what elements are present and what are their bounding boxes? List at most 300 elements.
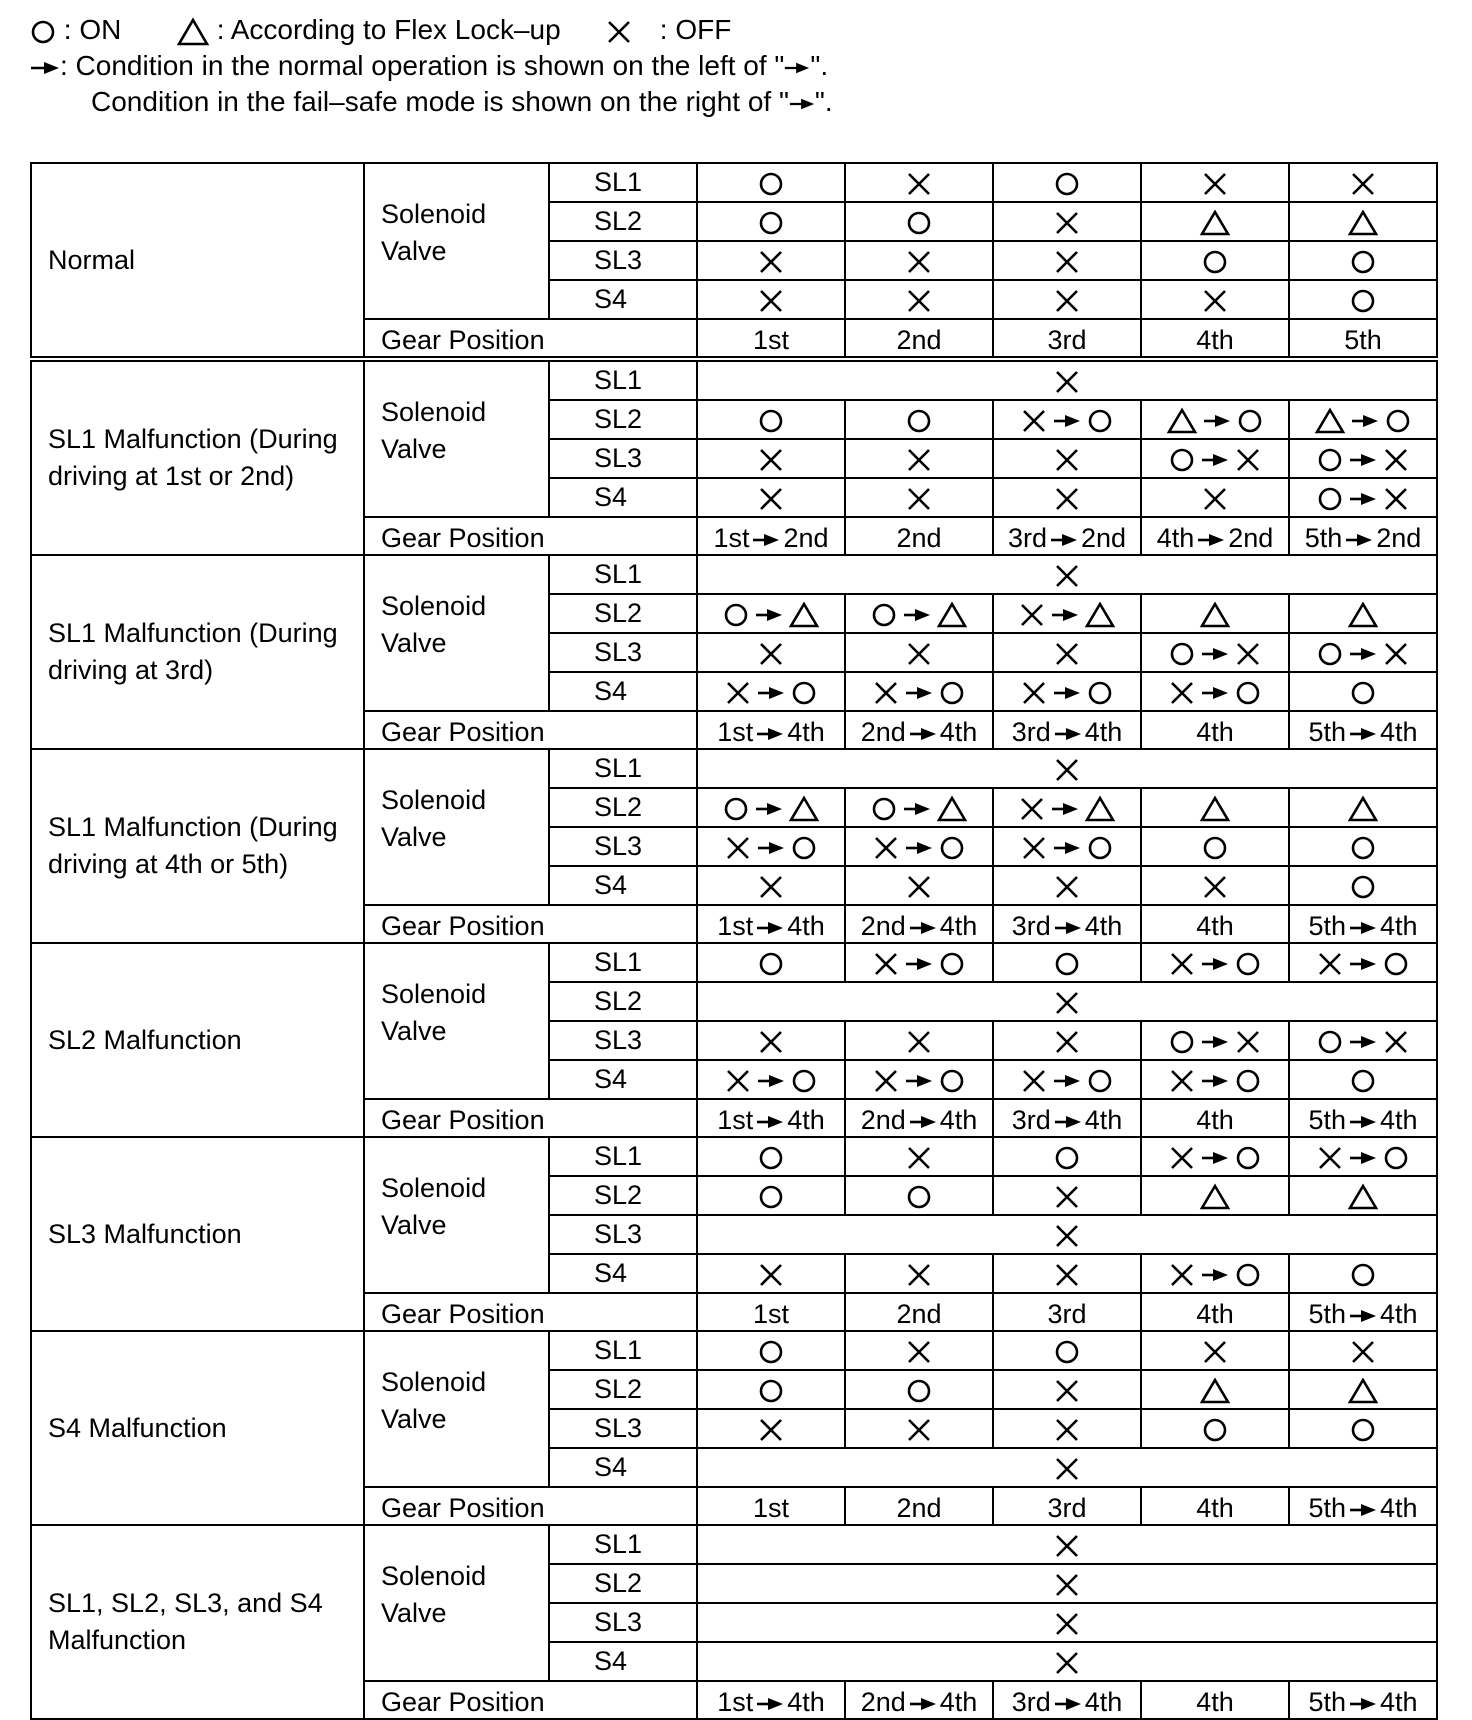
cross-icon	[1019, 796, 1045, 822]
arrow-right-icon	[1351, 414, 1379, 428]
condition-label: SL1 Malfunction (During driving at 4th or 5th)	[31, 749, 364, 943]
solenoid-state-cell	[845, 478, 993, 517]
cross-icon	[1054, 447, 1080, 473]
gear-position-label: Gear Position	[364, 1681, 697, 1719]
circle-icon	[758, 1378, 784, 1404]
solenoid-valve-table	[30, 162, 1438, 1720]
cross-icon	[1169, 680, 1195, 706]
solenoid-state-cell	[1141, 400, 1289, 439]
triangle-icon	[1200, 1378, 1230, 1404]
solenoid-state-cell	[845, 1254, 993, 1293]
solenoid-name: SL2	[549, 982, 697, 1021]
arrow-right-icon	[1053, 686, 1081, 700]
gear-value: 3rd	[1007, 523, 1047, 553]
gear-position-cell	[697, 1681, 845, 1719]
solenoid-name: SL3	[549, 1215, 697, 1254]
solenoid-name: S4	[549, 1060, 697, 1099]
solenoid-name: SL1	[549, 555, 697, 594]
solenoid-state-cell	[697, 163, 845, 202]
gear-value: 4th	[939, 911, 978, 941]
arrow-right-icon	[1053, 841, 1081, 855]
solenoid-state-cell	[1289, 1137, 1437, 1176]
gear-value: 1st	[752, 1493, 790, 1523]
condition-label: SL3 Malfunction	[31, 1137, 364, 1331]
solenoid-name: SL2	[549, 1370, 697, 1409]
triangle-icon	[1085, 796, 1115, 822]
cross-icon	[1054, 1378, 1080, 1404]
gear-value: 4th	[1084, 1105, 1123, 1135]
solenoid-name: SL1	[549, 943, 697, 982]
gear-value: 1st	[717, 1687, 754, 1717]
arrow-right-icon	[1203, 414, 1231, 428]
circle-icon	[939, 951, 965, 977]
gear-value: 4th	[787, 1687, 825, 1717]
solenoid-state-cell	[993, 439, 1141, 478]
solenoid-state-cell	[1141, 241, 1289, 280]
solenoid-valve-label: Solenoid Valve	[364, 943, 549, 1099]
gear-position-cell	[1141, 1681, 1289, 1719]
solenoid-row	[31, 1525, 1437, 1564]
cross-icon	[758, 486, 784, 512]
solenoid-state-cell	[845, 594, 993, 633]
solenoid-row	[31, 1137, 1437, 1176]
solenoid-valve-label: Solenoid Valve	[364, 1331, 549, 1487]
circle-icon	[906, 1378, 932, 1404]
gear-value: 2nd	[1376, 523, 1422, 553]
gear-value: 4th	[1380, 1299, 1418, 1329]
cross-icon	[1054, 874, 1080, 900]
cross-icon	[1350, 1339, 1376, 1365]
solenoid-valve-label: Solenoid Valve	[364, 1525, 549, 1681]
circle-icon	[30, 12, 56, 48]
gear-value: 4th	[1156, 523, 1195, 553]
solenoid-state-cell	[993, 1331, 1141, 1370]
solenoid-state-cell	[697, 241, 845, 280]
cross-icon	[1021, 680, 1047, 706]
solenoid-state-cell	[697, 1021, 845, 1060]
circle-icon	[758, 951, 784, 977]
solenoid-state-cell	[845, 163, 993, 202]
solenoid-state-cell	[1141, 633, 1289, 672]
solenoid-name: SL2	[549, 594, 697, 633]
gear-position-cell	[1289, 1293, 1437, 1331]
gear-position-cell	[1141, 711, 1289, 749]
circle-icon	[1169, 1029, 1195, 1055]
condition-label: SL1, SL2, SL3, and S4 Malfunction	[31, 1525, 364, 1719]
solenoid-state-cell	[697, 555, 1437, 594]
solenoid-state-cell	[1141, 866, 1289, 905]
solenoid-state-cell	[845, 1137, 993, 1176]
gear-value: 1st	[713, 523, 750, 553]
arrow-right-icon	[1054, 921, 1082, 935]
cross-icon	[725, 680, 751, 706]
arrow-right-icon	[755, 608, 783, 622]
cross-icon	[1202, 486, 1228, 512]
cross-icon	[1054, 1572, 1080, 1598]
solenoid-state-cell	[993, 478, 1141, 517]
circle-icon	[791, 835, 817, 861]
gear-position-cell	[1141, 1293, 1289, 1331]
solenoid-valve-label: Solenoid Valve	[364, 359, 549, 517]
gear-position-label: Gear Position	[364, 517, 697, 555]
gear-value: 4th	[939, 1105, 978, 1135]
cross-icon	[1054, 1533, 1080, 1559]
arrow-right-icon	[1051, 608, 1079, 622]
solenoid-name: SL1	[549, 749, 697, 788]
cross-icon	[906, 447, 932, 473]
cross-icon	[1235, 641, 1261, 667]
arrow-right-icon	[905, 686, 933, 700]
arrow-right-icon	[909, 921, 937, 935]
solenoid-valve-label: Solenoid Valve	[364, 1137, 549, 1293]
gear-value: 4th	[1196, 1299, 1234, 1329]
solenoid-state-cell	[697, 1370, 845, 1409]
solenoid-state-cell	[1289, 1370, 1437, 1409]
solenoid-name: S4	[549, 1254, 697, 1293]
solenoid-name: SL1	[549, 163, 697, 202]
cross-icon	[1054, 1611, 1080, 1637]
solenoid-row	[31, 1331, 1437, 1370]
gear-value: 5th	[1308, 1105, 1346, 1135]
cross-icon	[1235, 447, 1261, 473]
triangle-icon	[937, 602, 967, 628]
gear-position-cell	[845, 319, 993, 359]
solenoid-state-cell	[845, 943, 993, 982]
circle-icon	[1317, 486, 1343, 512]
arrow-right-icon	[1054, 1115, 1082, 1129]
triangle-icon	[1315, 408, 1345, 434]
circle-icon	[1202, 1417, 1228, 1443]
circle-icon	[1350, 1068, 1376, 1094]
triangle-icon	[1348, 210, 1378, 236]
gear-position-cell	[845, 517, 993, 555]
gear-position-cell	[1289, 1099, 1437, 1137]
solenoid-state-cell	[697, 1176, 845, 1215]
solenoid-state-cell	[697, 400, 845, 439]
solenoid-name: SL3	[549, 1603, 697, 1642]
cross-icon	[906, 1262, 932, 1288]
circle-icon	[1350, 874, 1376, 900]
solenoid-name: SL3	[549, 827, 697, 866]
legend-symbols	[30, 12, 833, 48]
arrow-right-icon	[909, 1697, 937, 1711]
solenoid-state-cell	[1141, 1409, 1289, 1448]
gear-position-cell	[697, 711, 845, 749]
cross-icon	[1383, 447, 1409, 473]
gear-value: 4th	[1380, 717, 1418, 747]
circle-icon	[1350, 1417, 1376, 1443]
arrow-right-icon	[789, 84, 815, 120]
solenoid-state-cell	[697, 982, 1437, 1021]
solenoid-state-cell	[1141, 280, 1289, 319]
arrow-right-icon	[1054, 727, 1082, 741]
gear-value: 2nd	[896, 1493, 942, 1523]
solenoid-state-cell	[1289, 1254, 1437, 1293]
solenoid-state-cell	[993, 1021, 1141, 1060]
cross-icon	[1169, 1145, 1195, 1171]
arrow-right-icon	[757, 1074, 785, 1088]
arrow-right-icon	[909, 727, 937, 741]
triangle-icon	[1200, 602, 1230, 628]
solenoid-state-cell	[993, 1176, 1141, 1215]
solenoid-state-cell	[1141, 943, 1289, 982]
cross-icon	[906, 641, 932, 667]
triangle-icon	[1348, 1378, 1378, 1404]
gear-position-cell	[697, 319, 845, 359]
solenoid-state-cell	[1289, 672, 1437, 711]
cross-icon	[758, 641, 784, 667]
solenoid-name: S4	[549, 478, 697, 517]
gear-position-cell	[993, 1681, 1141, 1719]
cross-icon	[906, 1417, 932, 1443]
solenoid-name: SL2	[549, 1176, 697, 1215]
solenoid-name: S4	[549, 672, 697, 711]
solenoid-row	[31, 749, 1437, 788]
solenoid-state-cell	[1141, 202, 1289, 241]
solenoid-state-cell	[993, 788, 1141, 827]
gear-value: 4th	[1196, 1105, 1234, 1135]
solenoid-state-cell	[697, 478, 845, 517]
cross-icon	[1021, 1068, 1047, 1094]
gear-value: 5th	[1308, 717, 1346, 747]
solenoid-state-cell	[845, 788, 993, 827]
gear-value: 4th	[939, 1687, 978, 1717]
circle-icon	[1385, 408, 1411, 434]
triangle-icon	[1200, 210, 1230, 236]
cross-icon	[1202, 288, 1228, 314]
solenoid-state-cell	[993, 1060, 1141, 1099]
circle-icon	[1235, 1262, 1261, 1288]
solenoid-state-cell	[697, 1060, 845, 1099]
solenoid-name: SL3	[549, 241, 697, 280]
gear-value: 4th	[1380, 1493, 1418, 1523]
cross-icon	[1169, 1068, 1195, 1094]
cross-icon	[873, 1068, 899, 1094]
cross-icon	[1169, 1262, 1195, 1288]
cross-icon	[1202, 1339, 1228, 1365]
circle-icon	[791, 1068, 817, 1094]
circle-icon	[1054, 1145, 1080, 1171]
circle-icon	[1235, 1068, 1261, 1094]
gear-value: 4th	[1196, 911, 1234, 941]
condition-label: SL1 Malfunction (During driving at 3rd)	[31, 555, 364, 749]
gear-value: 4th	[1196, 325, 1234, 355]
solenoid-name: SL2	[549, 788, 697, 827]
gear-position-cell	[845, 1487, 993, 1525]
solenoid-state-cell	[1289, 202, 1437, 241]
solenoid-state-cell	[993, 1254, 1141, 1293]
solenoid-state-cell	[697, 594, 845, 633]
solenoid-state-cell	[697, 1448, 1437, 1487]
gear-value: 2nd	[860, 1105, 906, 1135]
solenoid-state-cell	[1141, 1060, 1289, 1099]
normal-note-text: : Condition in the normal operation is shown on the left of "	[60, 50, 785, 81]
gear-position-cell	[697, 517, 845, 555]
arrow-right-icon	[1349, 1503, 1377, 1517]
gear-position-cell	[1289, 1487, 1437, 1525]
gear-position-cell	[993, 517, 1141, 555]
solenoid-state-cell	[697, 439, 845, 478]
gear-position-label: Gear Position	[364, 905, 697, 943]
solenoid-state-cell	[1289, 241, 1437, 280]
circle-icon	[758, 1145, 784, 1171]
cross-icon	[906, 486, 932, 512]
arrow-right-icon	[905, 1074, 933, 1088]
solenoid-state-cell	[1289, 827, 1437, 866]
circle-icon	[871, 602, 897, 628]
arrow-right-icon	[1349, 492, 1377, 506]
arrow-right-icon	[1201, 686, 1229, 700]
solenoid-state-cell	[1289, 280, 1437, 319]
arrow-right-icon	[1201, 1268, 1229, 1282]
cross-icon	[1202, 874, 1228, 900]
solenoid-state-cell	[1141, 1021, 1289, 1060]
gear-position-cell	[1141, 905, 1289, 943]
circle-icon	[1087, 1068, 1113, 1094]
solenoid-state-cell	[697, 1137, 845, 1176]
solenoid-state-cell	[1141, 478, 1289, 517]
gear-value: 1st	[717, 717, 754, 747]
gear-value: 2nd	[896, 1299, 942, 1329]
triangle-icon	[1348, 1184, 1378, 1210]
gear-value: 4th	[1196, 717, 1234, 747]
cross-icon	[1054, 1262, 1080, 1288]
solenoid-valve-label: Solenoid Valve	[364, 749, 549, 905]
gear-position-cell	[993, 319, 1141, 359]
arrow-right-icon	[1349, 921, 1377, 935]
solenoid-state-cell	[993, 163, 1141, 202]
circle-icon	[1202, 835, 1228, 861]
circle-icon	[1317, 447, 1343, 473]
solenoid-state-cell	[993, 827, 1141, 866]
gear-position-cell	[1289, 319, 1437, 359]
solenoid-state-cell	[697, 749, 1437, 788]
cross-icon	[1054, 563, 1080, 589]
gear-value: 4th	[1380, 1687, 1418, 1717]
solenoid-state-cell	[1289, 594, 1437, 633]
gear-value: 1st	[752, 325, 790, 355]
solenoid-state-cell	[697, 633, 845, 672]
circle-icon	[1350, 835, 1376, 861]
gear-position-cell	[845, 1099, 993, 1137]
condition-label: SL2 Malfunction	[31, 943, 364, 1137]
gear-position-cell	[697, 905, 845, 943]
solenoid-row	[31, 163, 1437, 202]
cross-icon	[1383, 1029, 1409, 1055]
gear-value: 2nd	[860, 717, 906, 747]
solenoid-name: SL3	[549, 439, 697, 478]
arrow-right-icon	[1349, 1309, 1377, 1323]
gear-position-cell	[845, 1681, 993, 1719]
circle-icon	[1054, 951, 1080, 977]
arrow-right-icon	[1349, 1697, 1377, 1711]
arrow-right-icon	[1201, 1035, 1229, 1049]
solenoid-state-cell	[1289, 1409, 1437, 1448]
solenoid-state-cell	[993, 866, 1141, 905]
arrow-right-icon	[1345, 533, 1373, 547]
solenoid-state-cell	[1289, 1176, 1437, 1215]
solenoid-state-cell	[1141, 1331, 1289, 1370]
circle-icon	[939, 680, 965, 706]
arrow-right-icon	[1053, 414, 1081, 428]
triangle-icon	[789, 796, 819, 822]
gear-value: 5th	[1308, 1687, 1346, 1717]
solenoid-row	[31, 359, 1437, 400]
solenoid-name: SL3	[549, 1021, 697, 1060]
cross-icon	[1350, 171, 1376, 197]
arrow-right-icon	[905, 841, 933, 855]
circle-icon	[1350, 1262, 1376, 1288]
solenoid-state-cell	[1289, 633, 1437, 672]
solenoid-state-cell	[1141, 1176, 1289, 1215]
solenoid-state-cell	[1141, 439, 1289, 478]
cross-icon	[758, 1262, 784, 1288]
solenoid-state-cell	[697, 359, 1437, 400]
gear-position-cell	[1289, 905, 1437, 943]
solenoid-name: S4	[549, 1642, 697, 1681]
circle-icon	[1350, 288, 1376, 314]
gear-value: 5th	[1308, 1493, 1346, 1523]
solenoid-valve-label: Solenoid Valve	[364, 163, 549, 319]
legend	[30, 12, 833, 120]
solenoid-state-cell	[993, 943, 1141, 982]
gear-position-cell	[1289, 1681, 1437, 1719]
circle-icon	[1235, 1145, 1261, 1171]
solenoid-state-cell	[845, 1370, 993, 1409]
cross-icon	[758, 249, 784, 275]
circle-icon	[1087, 680, 1113, 706]
gear-position-cell	[845, 711, 993, 749]
solenoid-state-cell	[993, 1409, 1141, 1448]
circle-icon	[1169, 447, 1195, 473]
arrow-right-icon	[752, 533, 780, 547]
arrow-right-icon	[1054, 1697, 1082, 1711]
arrow-right-icon	[1349, 1115, 1377, 1129]
gear-value: 4th	[1380, 911, 1418, 941]
condition-label: SL1 Malfunction (During driving at 1st or 2nd)	[31, 359, 364, 555]
triangle-icon	[1348, 602, 1378, 628]
gear-position-cell	[697, 1099, 845, 1137]
circle-icon	[723, 602, 749, 628]
circle-icon	[1054, 171, 1080, 197]
legend-off-label: : OFF	[659, 14, 732, 45]
circle-icon	[1169, 641, 1195, 667]
solenoid-state-cell	[845, 827, 993, 866]
arrow-right-icon	[1349, 647, 1377, 661]
cross-icon	[1054, 369, 1080, 395]
triangle-icon	[1167, 408, 1197, 434]
cross-icon	[1019, 602, 1045, 628]
arrow-right-icon	[757, 686, 785, 700]
cross-icon	[758, 288, 784, 314]
solenoid-name: SL3	[549, 633, 697, 672]
cross-icon	[1169, 951, 1195, 977]
cross-icon	[873, 680, 899, 706]
solenoid-state-cell	[697, 1525, 1437, 1564]
circle-icon	[1317, 1029, 1343, 1055]
cross-icon	[906, 171, 932, 197]
solenoid-name: SL1	[549, 1331, 697, 1370]
failsafe-note-text: Condition in the fail–safe mode is shown on the right of "	[91, 86, 789, 117]
gear-value: 4th	[1196, 1493, 1234, 1523]
cross-icon	[1054, 641, 1080, 667]
arrow-right-icon	[757, 841, 785, 855]
solenoid-state-cell	[1289, 1331, 1437, 1370]
solenoid-name: S4	[549, 280, 697, 319]
gear-value: 3rd	[1011, 717, 1051, 747]
solenoid-name: SL2	[549, 400, 697, 439]
arrow-right-icon	[1201, 1151, 1229, 1165]
